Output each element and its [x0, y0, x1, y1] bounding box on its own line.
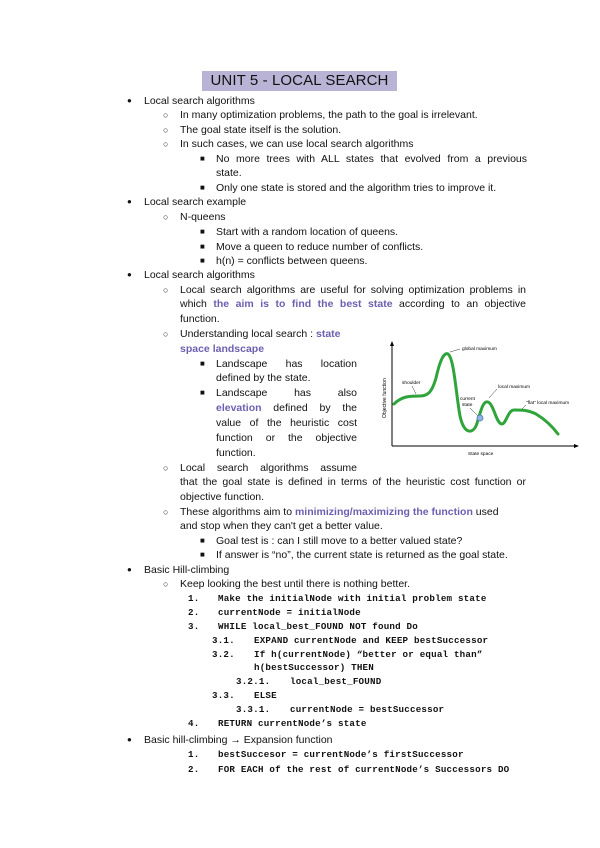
list-item: ○ N-queens — [180, 210, 226, 224]
list-item: ■ Landscape has location — [216, 357, 357, 371]
list-item: ■ h(n) = conflicts between queens. — [216, 254, 367, 268]
list-item-continued: that the goal state is defined in terms of the heuristic cost function or — [180, 476, 526, 488]
list-item-continued: which the aim is to find the best state according to an objective — [180, 298, 526, 310]
list-item: ■ If answer is “no”, the current state is returned as the goal state. — [216, 548, 508, 562]
list-item-continued: objective function. — [180, 491, 265, 503]
label-state-space: State space — [468, 452, 494, 457]
diagram-axes — [390, 341, 579, 448]
list-item: ■ No more trees with ALL states that evolved from a previous — [216, 152, 527, 166]
list-item-continued: value of the heuristic cost — [216, 417, 357, 429]
label-objective-function: Objective function — [382, 378, 388, 418]
highlight-best-state: the aim is to find the best state — [213, 298, 393, 310]
bullet-local-search-algorithms: ● Local search algorithms — [144, 94, 255, 108]
list-item: ○ Local search algorithms are useful for solving optimization problems in — [180, 283, 526, 297]
label-current-state-2: state — [462, 403, 473, 408]
list-item-continued: function or the objective — [216, 432, 357, 444]
list-item: ○ Local search algorithms assume — [180, 461, 357, 475]
label-global-maximum: global maximum — [462, 347, 497, 352]
label-current-state-1: current — [460, 397, 475, 402]
list-item: ■ Only one state is stored and the algorithm tries to improve it. — [216, 181, 496, 195]
highlight-state: state — [316, 328, 341, 340]
bullet-basic-hill-climbing: ● Basic Hill-climbing — [144, 563, 229, 577]
list-item-continued: function. — [216, 447, 256, 459]
label-shoulder: shoulder — [402, 381, 421, 386]
list-item: ■ Start with a random location of queens. — [216, 225, 398, 239]
list-item: ■ Move a queen to reduce number of conflicts. — [216, 240, 423, 254]
list-item-continued: elevation defined by the — [216, 402, 357, 414]
list-item: ■ Landscape has also — [216, 386, 357, 400]
highlight-elevation: elevation — [216, 402, 262, 414]
list-item: ○ In many optimization problems, the path to the goal is irrelevant. — [180, 108, 478, 122]
list-item-continued: state. — [216, 167, 242, 179]
list-item: ○ In such cases, we can use local search algorithms — [180, 137, 413, 151]
list-item-continued: defined by the state. — [216, 372, 311, 384]
state-space-landscape-diagram — [376, 334, 582, 458]
list-item: ○ Understanding local search : state — [180, 327, 341, 341]
list-item-continued: function. — [180, 313, 220, 325]
list-item: ○ These algorithms aim to minimizing/maximizing the function used — [180, 505, 499, 519]
list-item: ○ The goal state itself is the solution. — [180, 123, 341, 137]
landscape-curve — [394, 354, 558, 434]
highlight-min-max: minimizing/maximizing the function — [294, 506, 473, 518]
bullet-local-search-algorithms-2: ● Local search algorithms — [144, 268, 255, 282]
label-flat-local-maximum: "flat" local maximum — [526, 401, 570, 406]
highlight-space-landscape: space landscape — [180, 343, 265, 355]
list-item: ■ Goal test is : can I still move to a better valued state? — [216, 534, 462, 548]
list-item-continued: and stop when they can't get a better value. — [180, 520, 383, 532]
page-title: UNIT 5 - LOCAL SEARCH — [202, 71, 397, 91]
bullet-local-search-example: ● Local search example — [144, 195, 246, 209]
bullet-expansion-function: ● Basic hill-climbing → Expansion function — [144, 733, 333, 747]
list-item: ○ Keep looking the best until there is nothing better. — [180, 577, 410, 591]
label-local-maximum: local maximum — [498, 385, 530, 390]
